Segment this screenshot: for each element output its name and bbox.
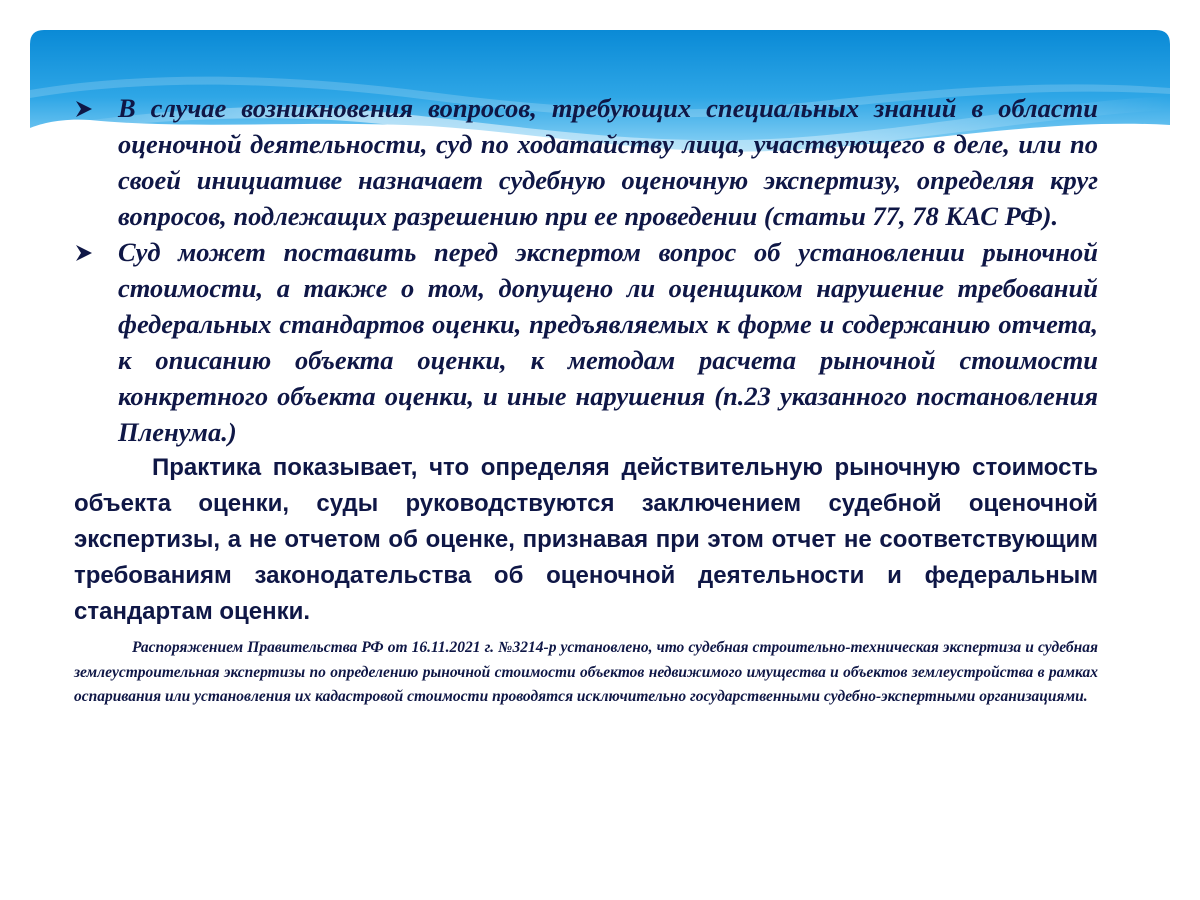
arrow-bullet-icon (74, 99, 94, 119)
body-paragraph: Практика показывает, что определяя действительную рыночную стоимость объекта оценки, суды руководствуются заключением судебной оценочной экспертизы, а не отчетом об оценке, признавая при этом отчет не соответствующим требованиям законодательства об оценочной деятельности и федеральным стандартам оценки. (74, 454, 1098, 625)
bullet-text: Суд может поставить перед экспертом вопрос об установлении рыночной стоимости, а также о том, допущено ли оценщиком нарушение требований федеральных стандартов оценки, предъявляемых к форме и содержанию отчета, к описанию объекта оценки, к методам расчета рыночной стоимости конкретного объекта оценки, и иные нарушения (п.23 указанного постановления Пленума.) (118, 237, 1098, 447)
arrow-bullet-icon (74, 243, 94, 263)
bullet-item (74, 90, 1098, 234)
bullet-text: В случае возникновения вопросов, требующих специальных знаний в области оценочной деятельности, суд по ходатайству лица, участвующего в деле, или по своей инициативе назначает судебную оценочную экспертизу, определяя круг вопросов, подлежащих разрешению при ее проведении (статьи 77, 78 КАС РФ). (118, 93, 1098, 231)
footnote: Распоряжением Правительства РФ от 16.11.2021 г. №3214-р установлено, что судебная строительно-техническая экспертиза и судебная землеустроительная экспертизы по определению рыночной стоимости объектов недвижимого имущества и объектов землеустройства в рамках оспаривания или установления их кадастровой стоимости проводятся исключительно государственными судебно-экспертными организациями. (74, 639, 1098, 705)
bullet-item (74, 234, 1098, 450)
slide-content (74, 90, 1098, 710)
